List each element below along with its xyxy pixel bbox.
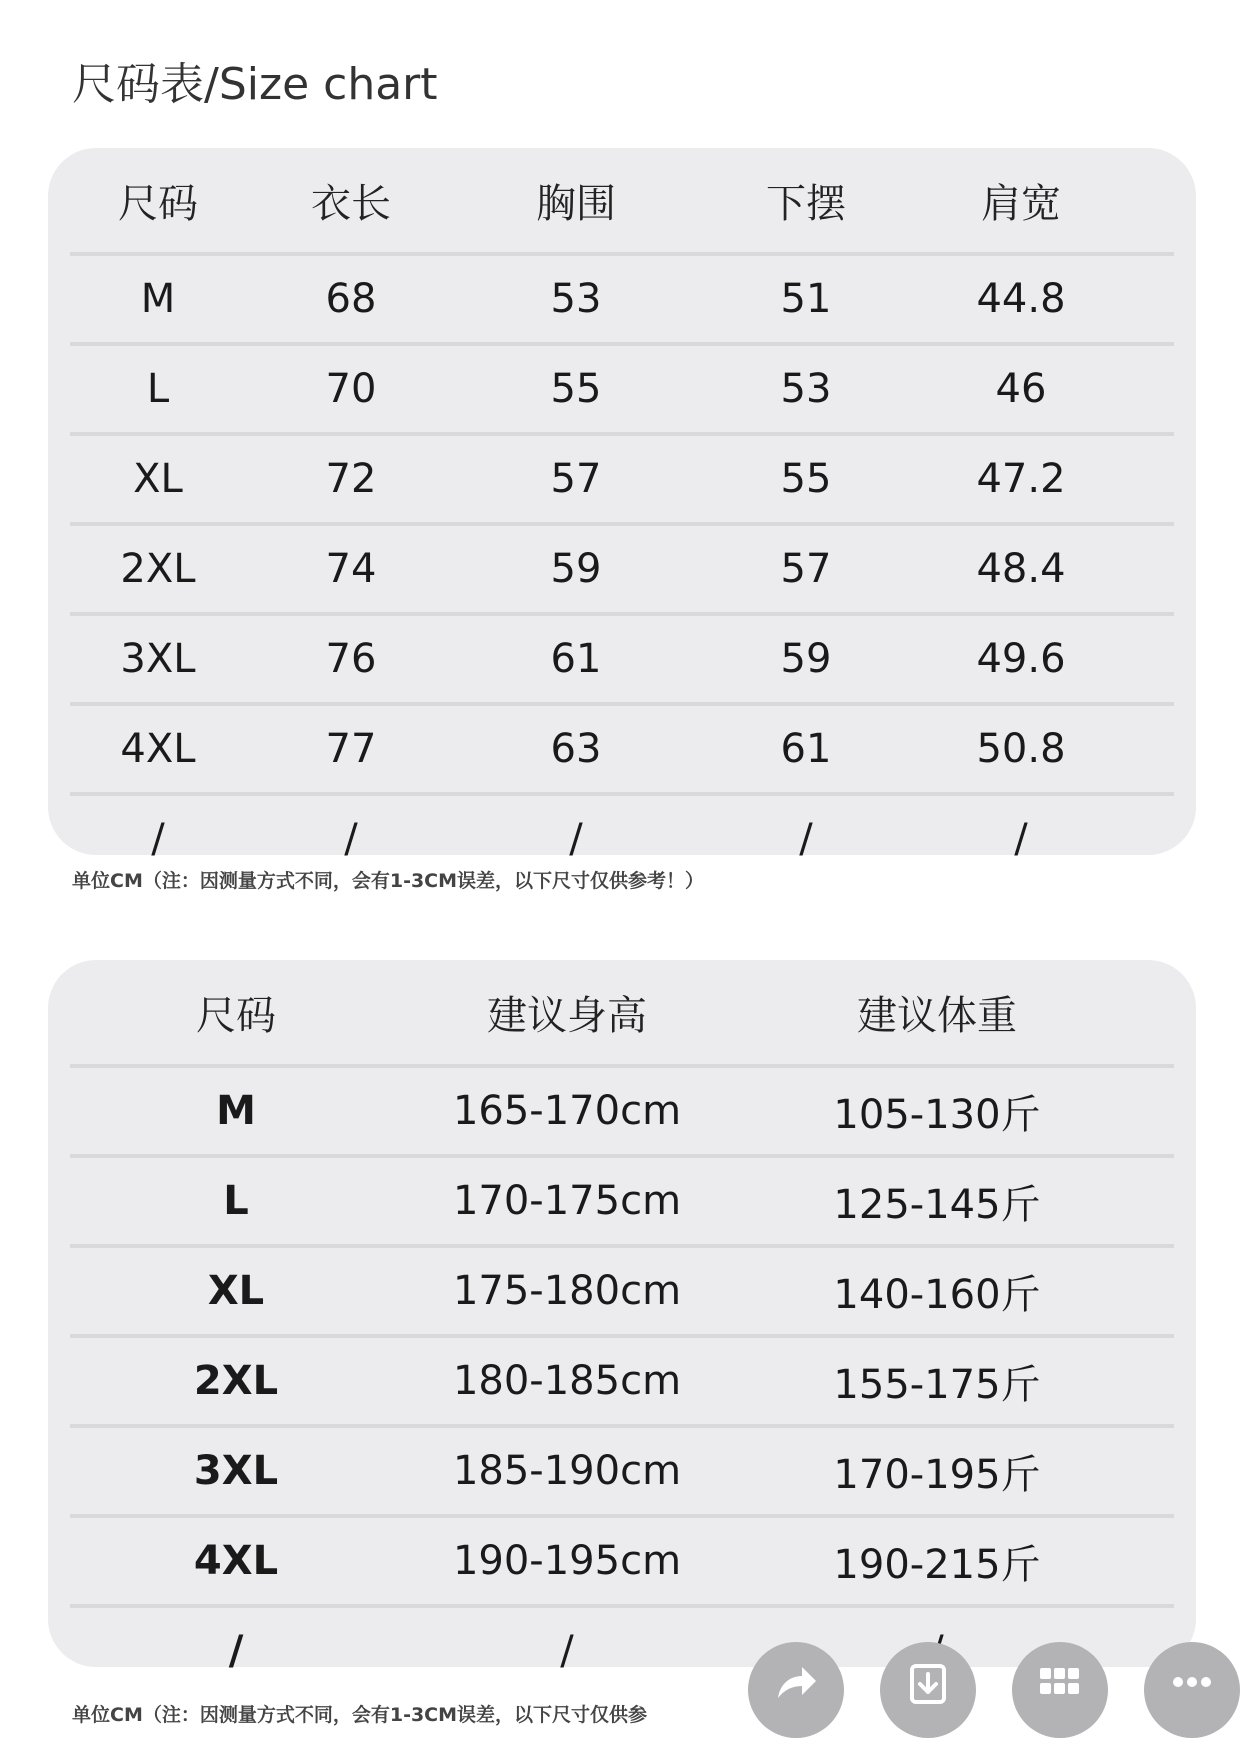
more-dots-icon [1168,1662,1216,1702]
header-size: 尺码 [196,992,276,1039]
table-cell: 3XL [120,636,196,682]
table-cell: 59 [550,546,602,592]
table-cell: 47.2 [976,456,1066,502]
table-cell: L [223,1178,249,1224]
grid-icon [1038,1662,1082,1706]
table-cell: 53 [550,276,602,322]
table-cell: 4XL [193,1538,279,1584]
table-row [70,1338,1174,1428]
header-height: 建议身高 [487,992,647,1039]
table-cell: 155-175斤 [833,1361,1041,1408]
unit-note: 单位CM（注：因测量方式不同，会有1-3CM误差，以下尺寸仅供参 [72,1704,648,1726]
share-arrow-icon [772,1662,820,1702]
table-row [70,256,1174,346]
table-row [70,1068,1174,1158]
table-cell: 68 [325,276,377,322]
download-save-icon [906,1662,950,1706]
table-cell: 140-160斤 [833,1271,1041,1318]
table-cell: 180-185cm [452,1358,682,1404]
table-cell: L [146,366,170,412]
table-row [70,706,1174,796]
table-cell: 59 [780,636,832,682]
table-row [70,346,1174,436]
table-cell: M [216,1088,256,1134]
table-cell: / [569,816,583,862]
table-cell: 170-195斤 [833,1451,1041,1498]
table-row [70,616,1174,706]
table-cell: M [140,276,176,322]
table-cell: 2XL [120,546,196,592]
table-cell: / [151,816,165,862]
page-title: 尺码表/Size chart [72,59,438,110]
table-cell: 57 [550,456,602,502]
header-hem: 下摆 [766,180,846,227]
table-cell: 57 [780,546,832,592]
table-cell: 44.8 [976,276,1066,322]
table-cell: 49.6 [976,636,1066,682]
table-row [70,1158,1174,1248]
table-row [70,1518,1174,1608]
table-cell: 61 [550,636,602,682]
table-cell: 77 [325,726,377,772]
table-cell: 51 [780,276,832,322]
unit-note: 单位CM（注：因测量方式不同，会有1-3CM误差，以下尺寸仅供参考！） [72,870,705,892]
header-chest: 胸围 [536,180,616,227]
header-shoulder: 肩宽 [981,180,1061,227]
viewer-toolbar [748,1642,1243,1724]
table-cell: 170-175cm [452,1178,682,1224]
table-header-row [70,960,1174,1068]
table-cell: 190-195cm [452,1538,682,1584]
table-cell: 3XL [193,1448,279,1494]
table-cell: 175-180cm [452,1268,682,1314]
table-cell: 72 [325,456,377,502]
table-cell: 55 [780,456,832,502]
table-cell: 74 [325,546,377,592]
table-row [70,1428,1174,1518]
header-size: 尺码 [118,180,198,227]
table-cell: 190-215斤 [833,1541,1041,1588]
table-row [70,1248,1174,1338]
size-chart-card [48,148,1196,862]
table-cell: 4XL [120,726,196,772]
table-row [70,526,1174,616]
header-length: 衣长 [311,180,391,227]
size-chart-table [70,148,1174,882]
recommendation-table [70,960,1174,1694]
table-cell: / [799,816,813,862]
table-cell: 76 [325,636,377,682]
table-cell: 105-130斤 [833,1091,1041,1138]
table-cell: 61 [780,726,832,772]
header-weight: 建议体重 [857,992,1017,1039]
table-cell: / [1014,816,1028,862]
table-cell: 48.4 [976,546,1066,592]
table-cell: / [560,1628,574,1674]
table-cell: 70 [325,366,377,412]
table-cell: XL [133,456,183,502]
table-row [70,436,1174,526]
table-cell: 53 [780,366,832,412]
table-cell: 185-190cm [452,1448,682,1494]
table-cell: 46 [995,366,1047,412]
recommendation-card [48,960,1196,1674]
table-cell: 2XL [193,1358,279,1404]
table-cell: 50.8 [976,726,1066,772]
table-cell: 63 [550,726,602,772]
table-cell: / [344,816,358,862]
table-cell: XL [207,1268,265,1314]
table-header-row [70,148,1174,256]
table-cell: 165-170cm [452,1088,682,1134]
table-cell: 55 [550,366,602,412]
table-cell: 125-145斤 [833,1181,1041,1228]
table-cell: / [228,1628,244,1674]
